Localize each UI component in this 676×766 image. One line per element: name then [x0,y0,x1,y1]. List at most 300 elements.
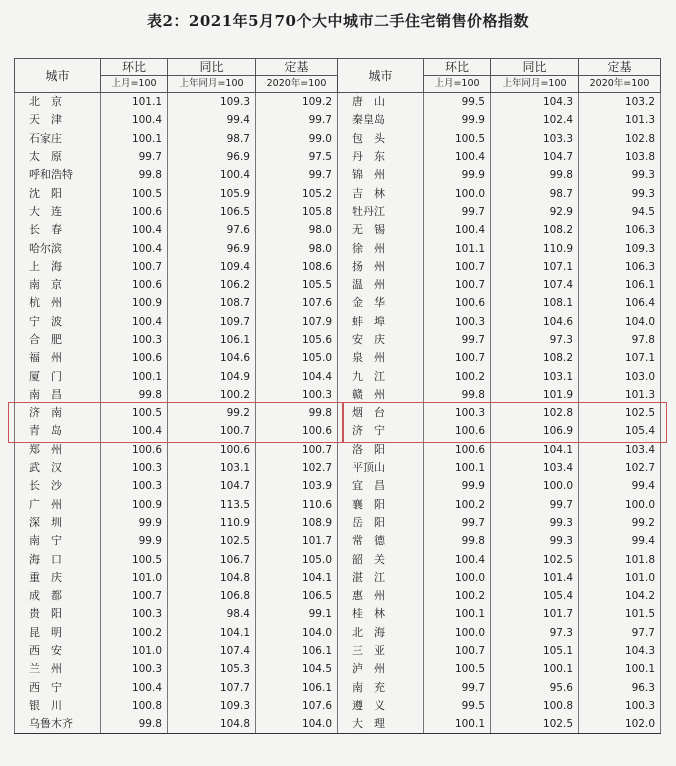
right-base-value: 100.0 [579,496,661,514]
left-city-name: 南 宁 [15,532,101,550]
left-base-value: 100.6 [256,422,338,440]
right-mom-value: 99.9 [424,166,491,184]
left-city-name: 宁 波 [15,313,101,331]
right-yoy-value: 99.7 [491,496,579,514]
right-base-value: 105.4 [579,422,661,440]
right-mom-value: 100.3 [424,404,491,422]
right-base-value: 102.8 [579,130,661,148]
table-row [15,660,661,678]
right-yoy-value: 101.4 [491,569,579,587]
left-city-name: 青 岛 [15,422,101,440]
left-city-name: 太 原 [15,148,101,166]
left-base-value: 99.7 [256,111,338,129]
right-yoy-value: 104.3 [491,93,579,112]
left-mom-value: 100.6 [101,203,168,221]
right-yoy-value: 100.1 [491,660,579,678]
right-base-value: 109.3 [579,239,661,257]
left-city-name: 贵 阳 [15,605,101,623]
table-row [15,239,661,257]
left-city-name: 沈 阳 [15,184,101,202]
left-city-name: 南 京 [15,276,101,294]
left-city-name: 合 肥 [15,331,101,349]
left-base-value: 101.7 [256,532,338,550]
right-mom-value: 100.2 [424,587,491,605]
left-base-value: 105.6 [256,331,338,349]
left-yoy-value: 99.2 [168,404,256,422]
right-base-value: 107.1 [579,349,661,367]
left-mom-value: 99.7 [101,148,168,166]
right-base-value: 103.4 [579,441,661,459]
left-city-name: 长 沙 [15,477,101,495]
left-mom-value: 100.6 [101,441,168,459]
right-city-name: 包 头 [338,130,424,148]
left-yoy-value: 104.6 [168,349,256,367]
left-city-name: 呼和浩特 [15,166,101,184]
left-yoy-value: 109.4 [168,258,256,276]
left-city-name: 天 津 [15,111,101,129]
right-city-name: 洛 阳 [338,441,424,459]
right-city-name: 温 州 [338,276,424,294]
right-base-value: 103.0 [579,367,661,385]
right-base-value: 99.4 [579,532,661,550]
left-mom-value: 100.2 [101,624,168,642]
left-base-value: 97.5 [256,148,338,166]
right-city-name: 襄 阳 [338,496,424,514]
table-row [15,331,661,349]
left-yoy-value: 98.7 [168,130,256,148]
right-base-value: 104.3 [579,642,661,660]
left-base-value: 106.1 [256,679,338,697]
right-yoy-value: 92.9 [491,203,579,221]
right-mom-value: 100.5 [424,130,491,148]
right-city-name: 吉 林 [338,184,424,202]
left-yoy-value: 104.7 [168,477,256,495]
left-mom-value: 100.6 [101,349,168,367]
right-yoy-value: 104.7 [491,148,579,166]
right-mom-value: 100.6 [424,294,491,312]
left-city-name: 深 圳 [15,514,101,532]
header-yoy-left: 同比 [168,59,256,76]
right-city-name: 北 海 [338,624,424,642]
table-row [15,459,661,477]
right-mom-value: 100.1 [424,459,491,477]
right-base-value: 97.8 [579,331,661,349]
header-mom-sub-right: 上月=100 [424,76,491,93]
table-row [15,422,661,440]
left-city-name: 北 京 [15,93,101,112]
left-city-name: 哈尔滨 [15,239,101,257]
right-yoy-value: 108.2 [491,349,579,367]
left-mom-value: 100.3 [101,459,168,477]
left-city-name: 海 口 [15,550,101,568]
right-city-name: 安 庆 [338,331,424,349]
right-yoy-value: 102.5 [491,550,579,568]
right-base-value: 99.2 [579,514,661,532]
table-row [15,130,661,148]
right-mom-value: 100.4 [424,550,491,568]
left-city-name: 银 川 [15,697,101,715]
left-base-value: 105.0 [256,349,338,367]
left-yoy-value: 110.9 [168,514,256,532]
right-mom-value: 99.7 [424,203,491,221]
right-city-name: 牡丹江 [338,203,424,221]
header-yoy-sub-left: 上年同月=100 [168,76,256,93]
right-city-name: 赣 州 [338,386,424,404]
table-row [15,642,661,660]
table-body [15,93,661,734]
left-mom-value: 100.1 [101,130,168,148]
right-city-name: 泉 州 [338,349,424,367]
right-base-value: 106.1 [579,276,661,294]
left-mom-value: 100.5 [101,550,168,568]
left-base-value: 103.9 [256,477,338,495]
right-mom-value: 99.5 [424,697,491,715]
left-yoy-value: 97.6 [168,221,256,239]
left-yoy-value: 102.5 [168,532,256,550]
table-row [15,477,661,495]
left-base-value: 98.0 [256,221,338,239]
left-mom-value: 100.4 [101,239,168,257]
right-base-value: 99.3 [579,166,661,184]
left-mom-value: 100.7 [101,258,168,276]
right-base-value: 106.3 [579,258,661,276]
left-mom-value: 100.9 [101,496,168,514]
left-city-name: 厦 门 [15,367,101,385]
left-base-value: 106.1 [256,642,338,660]
table-row [15,697,661,715]
left-mom-value: 100.1 [101,367,168,385]
left-mom-value: 100.8 [101,697,168,715]
left-base-value: 108.9 [256,514,338,532]
right-city-name: 常 德 [338,532,424,550]
table-row [15,148,661,166]
left-yoy-value: 100.2 [168,386,256,404]
right-yoy-value: 103.4 [491,459,579,477]
header-yoy-right: 同比 [491,59,579,76]
right-base-value: 102.7 [579,459,661,477]
right-yoy-value: 95.6 [491,679,579,697]
right-yoy-value: 99.3 [491,532,579,550]
left-base-value: 104.1 [256,569,338,587]
left-mom-value: 100.4 [101,111,168,129]
right-city-name: 岳 阳 [338,514,424,532]
right-base-value: 99.3 [579,184,661,202]
table-row [15,93,661,112]
left-mom-value: 100.5 [101,184,168,202]
left-base-value: 107.6 [256,697,338,715]
right-base-value: 99.4 [579,477,661,495]
right-mom-value: 100.7 [424,276,491,294]
right-city-name: 济 宁 [338,422,424,440]
table-row [15,276,661,294]
table-row [15,605,661,623]
table-row [15,569,661,587]
left-mom-value: 99.9 [101,532,168,550]
left-mom-value: 100.4 [101,422,168,440]
left-mom-value: 101.1 [101,93,168,112]
right-mom-value: 99.8 [424,532,491,550]
right-mom-value: 99.9 [424,111,491,129]
right-yoy-value: 99.8 [491,166,579,184]
right-city-name: 唐 山 [338,93,424,112]
left-city-name: 上 海 [15,258,101,276]
left-yoy-value: 100.7 [168,422,256,440]
right-yoy-value: 99.3 [491,514,579,532]
left-yoy-value: 100.6 [168,441,256,459]
right-yoy-value: 100.8 [491,697,579,715]
right-mom-value: 99.5 [424,93,491,112]
right-yoy-value: 97.3 [491,331,579,349]
right-city-name: 锦 州 [338,166,424,184]
right-mom-value: 99.7 [424,331,491,349]
right-mom-value: 100.6 [424,441,491,459]
left-yoy-value: 106.1 [168,331,256,349]
right-base-value: 101.3 [579,386,661,404]
right-city-name: 扬 州 [338,258,424,276]
left-city-name: 南 昌 [15,386,101,404]
left-mom-value: 100.3 [101,605,168,623]
table-row [15,367,661,385]
header-mom-sub-left: 上月=100 [101,76,168,93]
left-city-name: 大 连 [15,203,101,221]
left-base-value: 104.5 [256,660,338,678]
left-base-value: 105.0 [256,550,338,568]
right-mom-value: 100.5 [424,660,491,678]
table-row [15,313,661,331]
left-mom-value: 100.4 [101,679,168,697]
right-mom-value: 100.7 [424,642,491,660]
right-mom-value: 100.2 [424,367,491,385]
left-yoy-value: 98.4 [168,605,256,623]
header-base-right: 定基 [579,59,661,76]
right-mom-value: 99.9 [424,477,491,495]
left-mom-value: 100.5 [101,404,168,422]
left-base-value: 105.2 [256,184,338,202]
left-yoy-value: 109.7 [168,313,256,331]
left-city-name: 西 宁 [15,679,101,697]
right-yoy-value: 110.9 [491,239,579,257]
header-base-sub-left: 2020年=100 [256,76,338,93]
right-base-value: 106.4 [579,294,661,312]
left-city-name: 重 庆 [15,569,101,587]
left-yoy-value: 96.9 [168,148,256,166]
left-city-name: 郑 州 [15,441,101,459]
left-mom-value: 99.8 [101,715,168,734]
right-base-value: 96.3 [579,679,661,697]
right-yoy-value: 105.1 [491,642,579,660]
left-yoy-value: 104.9 [168,367,256,385]
header-yoy-sub-right: 上年同月=100 [491,76,579,93]
table-row [15,532,661,550]
right-base-value: 103.2 [579,93,661,112]
table-row [15,294,661,312]
left-yoy-value: 106.8 [168,587,256,605]
left-mom-value: 101.0 [101,642,168,660]
left-mom-value: 100.9 [101,294,168,312]
left-yoy-value: 107.7 [168,679,256,697]
right-base-value: 101.0 [579,569,661,587]
table-row [15,514,661,532]
right-city-name: 泸 州 [338,660,424,678]
right-city-name: 遵 义 [338,697,424,715]
left-yoy-value: 108.7 [168,294,256,312]
left-base-value: 105.5 [256,276,338,294]
right-base-value: 101.8 [579,550,661,568]
left-yoy-value: 107.4 [168,642,256,660]
right-mom-value: 100.0 [424,184,491,202]
left-mom-value: 100.4 [101,221,168,239]
right-base-value: 100.1 [579,660,661,678]
table-row [15,715,661,734]
table-row [15,184,661,202]
left-city-name: 长 春 [15,221,101,239]
right-mom-value: 100.1 [424,715,491,734]
header-city-left: 城市 [15,59,101,93]
right-mom-value: 99.8 [424,386,491,404]
right-mom-value: 100.3 [424,313,491,331]
left-base-value: 110.6 [256,496,338,514]
left-city-name: 济 南 [15,404,101,422]
left-city-name: 兰 州 [15,660,101,678]
left-yoy-value: 106.2 [168,276,256,294]
right-city-name: 南 充 [338,679,424,697]
right-base-value: 94.5 [579,203,661,221]
right-mom-value: 100.4 [424,148,491,166]
right-city-name: 金 华 [338,294,424,312]
left-base-value: 99.8 [256,404,338,422]
right-yoy-value: 98.7 [491,184,579,202]
left-base-value: 104.0 [256,715,338,734]
left-yoy-value: 96.9 [168,239,256,257]
right-base-value: 101.5 [579,605,661,623]
header-mom-left: 环比 [101,59,168,76]
left-yoy-value: 103.1 [168,459,256,477]
right-yoy-value: 104.6 [491,313,579,331]
left-yoy-value: 104.8 [168,569,256,587]
right-mom-value: 99.7 [424,514,491,532]
left-city-name: 西 安 [15,642,101,660]
table-row [15,349,661,367]
left-mom-value: 99.8 [101,166,168,184]
left-mom-value: 100.3 [101,477,168,495]
right-base-value: 102.0 [579,715,661,734]
right-city-name: 大 理 [338,715,424,734]
right-yoy-value: 105.4 [491,587,579,605]
left-yoy-value: 106.5 [168,203,256,221]
table-row [15,111,661,129]
right-city-name: 蚌 埠 [338,313,424,331]
left-city-name: 广 州 [15,496,101,514]
right-city-name: 秦皇岛 [338,111,424,129]
left-base-value: 105.8 [256,203,338,221]
left-mom-value: 101.0 [101,569,168,587]
right-city-name: 韶 关 [338,550,424,568]
left-mom-value: 100.3 [101,660,168,678]
right-mom-value: 100.0 [424,569,491,587]
table-row [15,496,661,514]
right-mom-value: 100.4 [424,221,491,239]
left-base-value: 99.7 [256,166,338,184]
left-base-value: 104.4 [256,367,338,385]
right-base-value: 102.5 [579,404,661,422]
table-row [15,404,661,422]
right-mom-value: 101.1 [424,239,491,257]
left-mom-value: 100.4 [101,313,168,331]
left-mom-value: 99.8 [101,386,168,404]
left-base-value: 102.7 [256,459,338,477]
right-city-name: 三 亚 [338,642,424,660]
table-row [15,386,661,404]
left-mom-value: 100.7 [101,587,168,605]
table-row [15,679,661,697]
right-city-name: 惠 州 [338,587,424,605]
right-city-name: 平顶山 [338,459,424,477]
table-row [15,624,661,642]
right-mom-value: 100.7 [424,258,491,276]
left-city-name: 武 汉 [15,459,101,477]
left-mom-value: 100.6 [101,276,168,294]
right-base-value: 104.2 [579,587,661,605]
left-yoy-value: 100.4 [168,166,256,184]
header-city-right: 城市 [338,59,424,93]
table-row [15,221,661,239]
left-yoy-value: 104.1 [168,624,256,642]
right-mom-value: 100.2 [424,496,491,514]
right-mom-value: 100.0 [424,624,491,642]
right-yoy-value: 100.0 [491,477,579,495]
left-city-name: 福 州 [15,349,101,367]
right-base-value: 106.3 [579,221,661,239]
right-yoy-value: 102.4 [491,111,579,129]
right-mom-value: 100.6 [424,422,491,440]
left-base-value: 106.5 [256,587,338,605]
price-index-table [14,58,661,734]
left-yoy-value: 104.8 [168,715,256,734]
left-base-value: 104.0 [256,624,338,642]
left-base-value: 100.7 [256,441,338,459]
left-mom-value: 99.9 [101,514,168,532]
header-mom-right: 环比 [424,59,491,76]
right-city-name: 烟 台 [338,404,424,422]
left-mom-value: 100.3 [101,331,168,349]
left-yoy-value: 109.3 [168,697,256,715]
table-row [15,258,661,276]
right-base-value: 101.3 [579,111,661,129]
right-mom-value: 100.1 [424,605,491,623]
right-city-name: 湛 江 [338,569,424,587]
left-base-value: 109.2 [256,93,338,112]
right-yoy-value: 97.3 [491,624,579,642]
right-base-value: 104.0 [579,313,661,331]
right-city-name: 宜 昌 [338,477,424,495]
right-yoy-value: 108.1 [491,294,579,312]
table-row [15,441,661,459]
right-yoy-value: 103.3 [491,130,579,148]
right-base-value: 100.3 [579,697,661,715]
right-yoy-value: 102.8 [491,404,579,422]
left-city-name: 昆 明 [15,624,101,642]
right-city-name: 徐 州 [338,239,424,257]
right-base-value: 103.8 [579,148,661,166]
left-base-value: 99.1 [256,605,338,623]
right-city-name: 九 江 [338,367,424,385]
left-base-value: 100.3 [256,386,338,404]
right-yoy-value: 107.1 [491,258,579,276]
left-base-value: 107.9 [256,313,338,331]
right-mom-value: 99.7 [424,679,491,697]
left-yoy-value: 106.7 [168,550,256,568]
header-base-sub-right: 2020年=100 [579,76,661,93]
